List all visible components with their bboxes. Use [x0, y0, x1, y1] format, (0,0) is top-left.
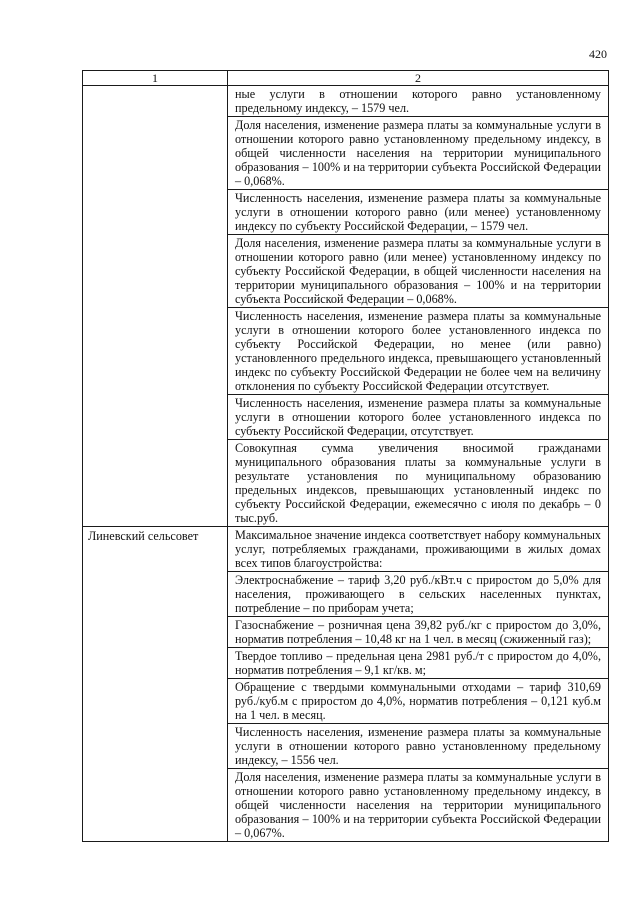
column-header-1: 1: [83, 71, 228, 86]
data-table: [82, 70, 609, 842]
table-header-row: [83, 71, 609, 86]
indicators-cell: [228, 86, 609, 527]
page-number: 420: [589, 47, 607, 61]
municipality-name: [83, 86, 227, 88]
indicator-paragraph: Максимальное значение индекса соответствует набору коммунальных услуг, потребляемых гражданами, проживающими в жилых домах всех типов благоустройства:: [228, 527, 608, 572]
municipality-cell: [83, 527, 228, 842]
table-row: [83, 527, 609, 842]
indicator-paragraph: Доля населения, изменение размера платы за коммунальные услуги в отношении которого равно установленному предельному индексу, в общей численности населения на территории муниципального образования – 100% и на территории субъекта Российской Федерации – 0,067%.: [235, 770, 601, 840]
indicator-paragraph: Доля населения, изменение размера платы за коммунальные услуги в отношении которого равно установленному предельному индексу, в общей численности населения на территории муниципального образования – 100% и на территории субъекта Российской Федерации – 0,068%.: [228, 117, 608, 190]
indicator-paragraph: Численность населения, изменение размера платы за коммунальные услуги в отношении которого более установленного индекса по субъекту Российской Федерации, отсутствует.: [228, 395, 608, 440]
indicator-paragraph: Доля населения, изменение размера платы за коммунальные услуги в отношении которого равно (или менее) установленному индексу по субъекту Российской Федерации, в общей численности населения на территории муниципального образования – 100% и на территории субъекта Российской Федерации – 0,068%.: [228, 235, 608, 308]
indicator-paragraph: Совокупная сумма увеличения вносимой гражданами муниципального образования платы за коммунальные услуги в результате установления по муниципальному образованию предельных индексов, превышающих установленный индекс по субъекту Российской Федерации, ежемесячно с июля по декабрь – 0 тыс.руб.: [235, 441, 601, 525]
indicator-paragraph: Численность населения, изменение размера платы за коммунальные услуги в отношении которого равно (или менее) установленному индексу по субъекту Российской Федерации, – 1579 чел.: [228, 190, 608, 235]
indicator-paragraph: Электроснабжение – тариф 3,20 руб./кВт.ч с приростом до 5,0% для населения, проживающего в сельских населенных пунктах, потребление – по приборам учета;: [228, 572, 608, 617]
municipality-name: Линевский сельсовет: [88, 529, 199, 543]
indicator-paragraph: Численность населения, изменение размера платы за коммунальные услуги в отношении которого равно установленному предельному индексу, – 1556 чел.: [228, 724, 608, 769]
indicators-cell: [228, 527, 609, 842]
indicator-paragraph: Твердое топливо – предельная цена 2981 руб./т с приростом до 4,0%, норматив потребления – 9,1 кг/кв. м;: [228, 648, 608, 679]
table-row: [83, 86, 609, 527]
indicator-paragraph: ные услуги в отношении которого равно установленному предельному индексу, – 1579 чел.: [228, 86, 608, 117]
indicator-paragraph: Обращение с твердыми коммунальными отходами – тариф 310,69 руб./куб.м с приростом до 4,0%, норматив потребления – 0,121 куб.м на 1 чел. в месяц.: [228, 679, 608, 724]
column-header-2: 2: [228, 71, 609, 86]
indicator-paragraph: Численность населения, изменение размера платы за коммунальные услуги в отношении которого более установленного индекса по субъекту Российской Федерации, но менее (или равно) установленного предельного индекса, превышающего установленный индекс по субъекту Российской Федерации не более чем на величину отклонения по субъекту Российской Федерации отсутствует.: [228, 308, 608, 395]
indicator-paragraph: Газоснабжение – розничная цена 39,82 руб./кг с приростом до 3,0%, норматив потребления – 10,48 кг на 1 чел. в месяц (сжиженный газ);: [228, 617, 608, 648]
municipality-cell: [83, 86, 228, 527]
